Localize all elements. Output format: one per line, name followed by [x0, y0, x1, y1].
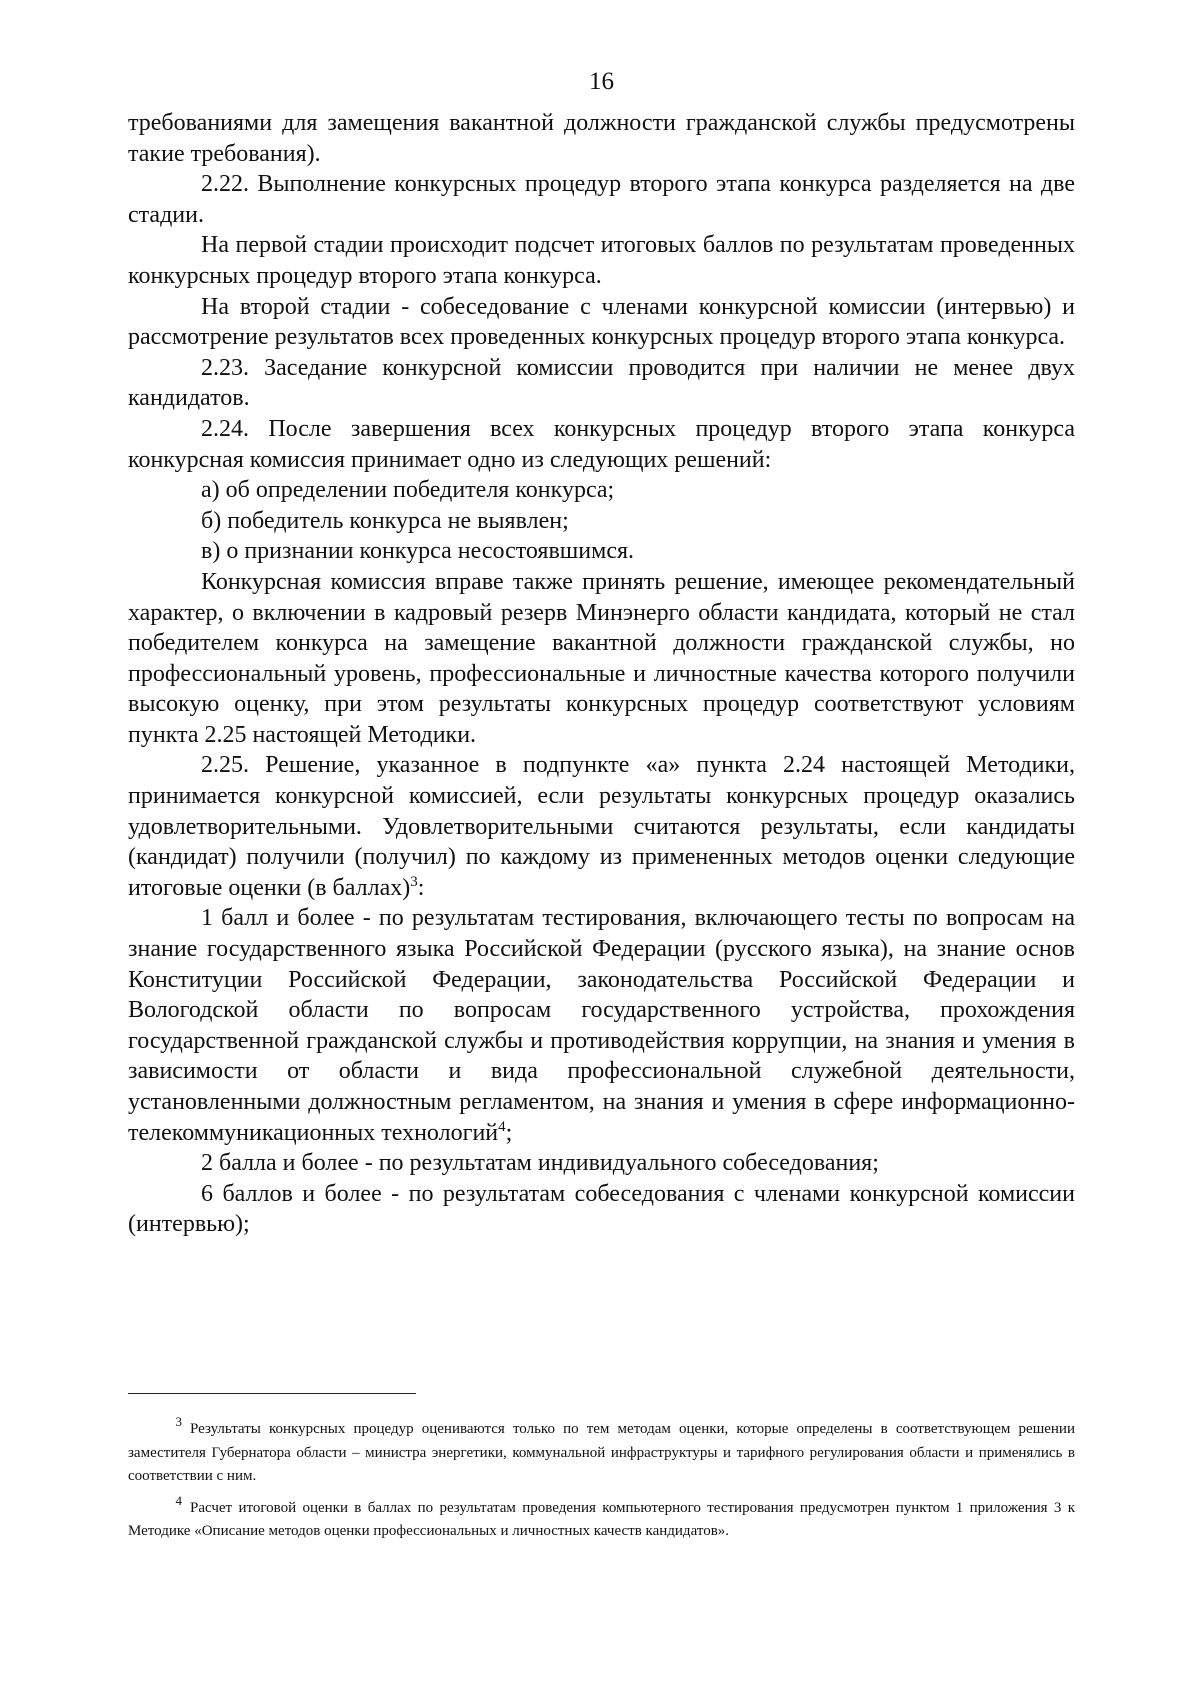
- paragraph-2-24: 2.24. После завершения всех конкурсных процедур второго этапа конкурса конкурсная комиссия принимает одно из следующих решений:: [128, 415, 1075, 473]
- list-item-v: в) о признании конкурса несостоявшимся.: [201, 538, 635, 565]
- list-item-a: а) об определении победителя конкурса;: [201, 477, 615, 504]
- paragraph-first-stage: На первой стадии происходит подсчет итоговых баллов по результатам проведенных конкурсных процедур второго этапа конкурса.: [128, 232, 1075, 289]
- footnote-ref-3[interactable]: 3: [410, 873, 418, 890]
- paragraph-2-23: 2.23. Заседание конкурсной комиссии проводится при наличии не менее двух кандидатов.: [128, 354, 1075, 412]
- footnote-3: [128, 1410, 1075, 1489]
- paragraph-continuation: требованиями для замещения вакантной должности гражданской службы предусмотрены такие требования).: [128, 110, 1075, 167]
- footnote-separator: [128, 1393, 416, 1394]
- footnote-text: Расчет итоговой оценки в баллах по результатам проведения компьютерного тестирования предусмотрен пунктом 1 приложения 3 к Методике «Описание методов оценки профессиональных и личностных качеств кандидатов».: [128, 1499, 1075, 1539]
- list-item-b: б) победитель конкурса не выявлен;: [201, 507, 569, 534]
- paragraph-testing-score-text: 1 балл и более - по результатам тестирования, включающего тесты по вопросам на знание государственного языка Российской Федерации (русского языка), на знание основ Конституции Российской Федерации, законодательства Российской Федерации и Вологодской области по вопросам государственного устройства, прохождения государственной гражданской службы и противодействия коррупции, на знания и умения в зависимости от области и вида профессиональной служебной деятельности, установленными должностным регламентом, на знания и умения в сфере информационно-телекоммуникационных технологий: [128, 905, 1075, 1146]
- paragraph-second-stage: На второй стадии - собеседование с членами конкурсной комиссии (интервью) и рассмотрение результатов всех проведенных конкурсных процедур второго этапа конкурса.: [128, 293, 1075, 351]
- paragraph-reserve: Конкурсная комиссия вправе также принять решение, имеющее рекомендательный характер, о включении в кадровый резерв Минэнерго области кандидата, который не стал победителем конкурса на замещение вакантной должности гражданской службы, но профессиональный уровень, профессиональные и личностные качества которого получили высокую оценку, при этом результаты конкурсных процедур соответствуют условиям пункта 2.25 настоящей Методики.: [128, 568, 1075, 748]
- footnote-ref-4[interactable]: 4: [498, 1118, 506, 1135]
- page-number: 16: [589, 68, 614, 95]
- footnote-text: Результаты конкурсных процедур оцениваются только по тем методам оценки, которые определены в соответствующем решении заместителя Губернатора области – министра энергетики, коммунальной инфраструктуры и тарифного регулирования области и применялись в соответствии с ним.: [128, 1421, 1075, 1484]
- footnote-4: [128, 1489, 1075, 1544]
- body-text: [128, 108, 1075, 1240]
- footnotes: [128, 1410, 1075, 1544]
- paragraph-2-25-tail: :: [417, 874, 425, 901]
- paragraph-commission-interview-score: 6 баллов и более - по результатам собеседования с членами конкурсной комиссии (интервью);: [128, 1180, 1075, 1238]
- paragraph-2-25: [128, 750, 1075, 903]
- paragraph-testing-score-tail: ;: [505, 1119, 513, 1146]
- paragraph-2-22: 2.22. Выполнение конкурсных процедур второго этапа конкурса разделяется на две стадии.: [128, 171, 1075, 228]
- paragraph-2-25-text: 2.25. Решение, указанное в подпункте «а» пункта 2.24 настоящей Методики, принимается конкурсной комиссией, если результаты конкурсных процедур оказались удовлетворительными. Удовлетворительными считаются результаты, если кандидаты (кандидат) получили (получил) по каждому из примененных методов оценки следующие итоговые оценки (в баллах): [128, 752, 1075, 901]
- paragraph-testing-score: [128, 903, 1075, 1148]
- footnote-mark: 3: [175, 1414, 182, 1429]
- footnote-mark: 4: [175, 1492, 182, 1508]
- paragraph-individual-interview-score: 2 балла и более - по результатам индивидуального собеседования;: [201, 1150, 879, 1177]
